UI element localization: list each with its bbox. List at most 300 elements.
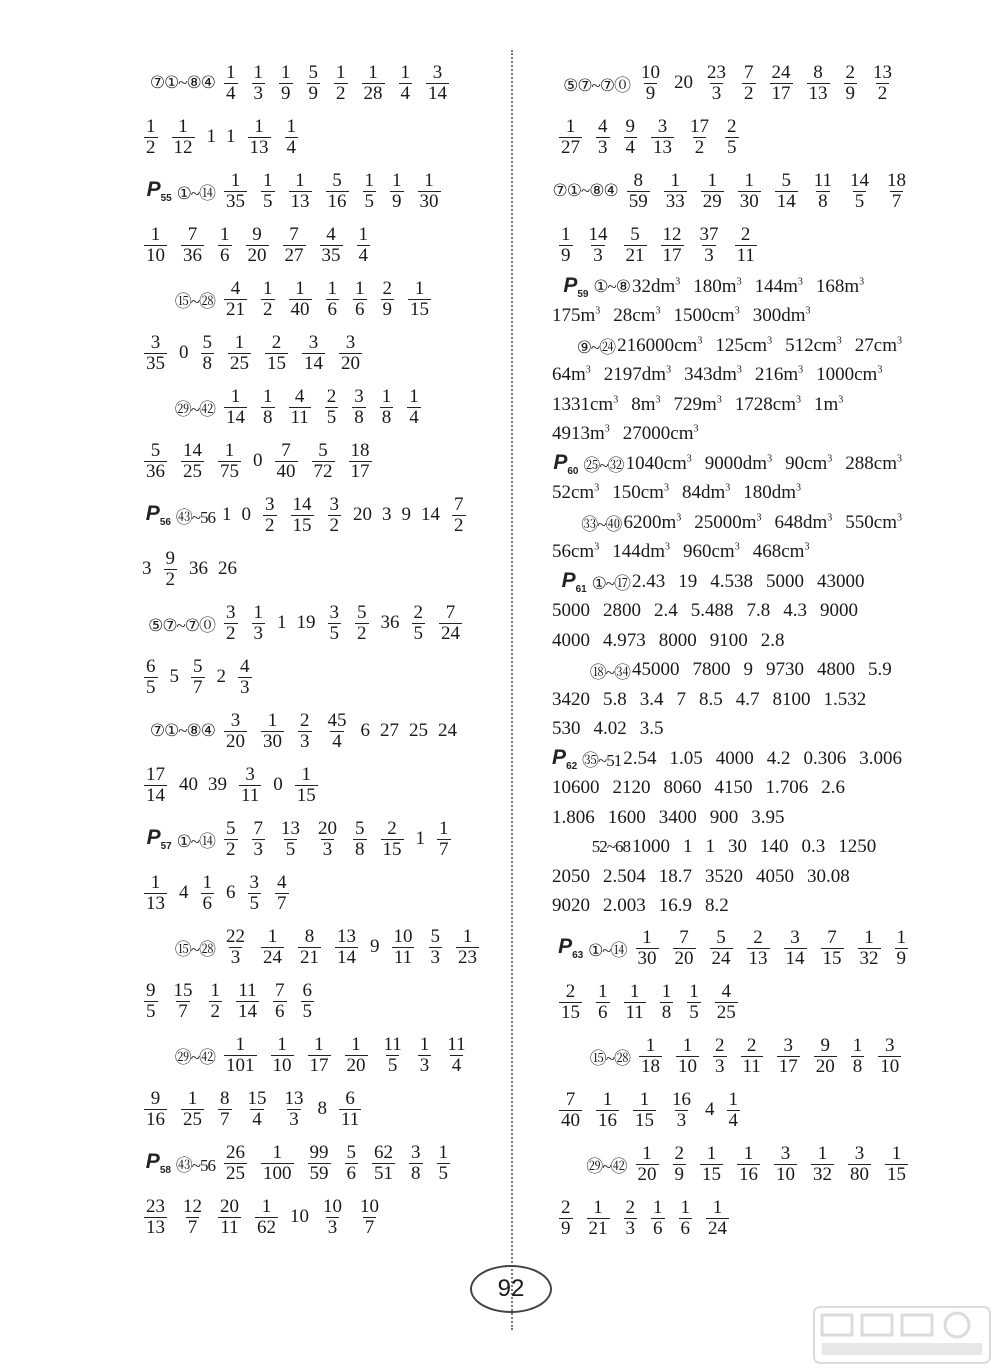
row-lead — [105, 826, 217, 852]
fraction-denominator: 17 — [771, 82, 791, 104]
fraction-denominator: 7 — [364, 1216, 375, 1238]
answer-value: 4800 — [817, 659, 855, 681]
text-answer-row — [520, 597, 915, 627]
column-divider — [511, 50, 513, 1330]
fraction-numerator: 2 — [625, 1196, 635, 1218]
answer-fraction — [302, 333, 325, 374]
fraction-denominator: 15 — [292, 514, 312, 536]
fraction-numerator: 2 — [845, 61, 855, 83]
answer-fraction — [700, 1144, 723, 1185]
cube-exponent: 3 — [613, 394, 619, 406]
fraction-numerator: 2 — [387, 817, 397, 839]
fraction-numerator: 45 — [327, 709, 347, 731]
answer-items — [552, 982, 745, 1023]
fraction-answer-row — [105, 1190, 500, 1244]
fraction-denominator: 9 — [281, 82, 291, 104]
right-bottom-fraction-block — [520, 921, 915, 1245]
answer-value: 9020 — [552, 895, 590, 917]
answer-integer: 40 — [179, 774, 198, 795]
answer-fraction — [596, 982, 610, 1023]
fraction-numerator: 1 — [598, 980, 608, 1002]
fraction-denominator: 2 — [265, 514, 275, 536]
fraction-denominator: 30 — [263, 730, 282, 752]
fraction-denominator: 17 — [778, 1055, 798, 1077]
answer-fraction — [353, 279, 367, 320]
answer-value: 530 — [552, 718, 581, 740]
answer-fraction — [358, 1197, 381, 1238]
answer-fraction — [429, 927, 443, 968]
answer-fraction — [676, 1036, 699, 1077]
fraction-numerator: 5 — [781, 169, 791, 191]
fraction-denominator: 6 — [355, 298, 365, 320]
fraction-denominator: 15 — [382, 838, 402, 860]
fraction-numerator: 23 — [707, 61, 726, 83]
question-range: ⑦①~⑧④ — [149, 721, 215, 740]
fraction-denominator: 21 — [588, 1217, 608, 1239]
cube-exponent: 3 — [663, 482, 669, 494]
text-answer-row — [520, 538, 915, 568]
answer-value: $648dm^3$ — [774, 511, 833, 533]
answer-integer: 6 — [360, 720, 370, 741]
cube-exponent: 3 — [767, 453, 773, 465]
row-lead — [520, 451, 626, 477]
answer-value: 8.5 — [699, 688, 723, 710]
fraction-answer-row — [105, 110, 500, 164]
answer-items — [137, 765, 325, 806]
fraction-numerator: 1 — [629, 980, 640, 1002]
fraction-denominator: 15 — [561, 1001, 580, 1023]
answer-fraction — [636, 1144, 659, 1185]
fraction-denominator: 20 — [226, 730, 245, 752]
answer-value: $125cm^3$ — [715, 334, 773, 356]
answer-value: 4150 — [714, 777, 753, 799]
page-badge: $P_{62}$ — [552, 745, 578, 772]
fraction-denominator: 2 — [210, 1000, 220, 1022]
row-lead — [105, 287, 217, 312]
answer-value: $144dm^3$ — [612, 541, 670, 563]
fraction-numerator: 4 — [326, 223, 336, 245]
fraction-denominator: 3 — [322, 838, 333, 860]
cube-exponent: 3 — [655, 305, 661, 317]
answer-integer: 0 — [253, 450, 263, 471]
row-lead — [520, 1152, 629, 1177]
fraction-denominator: 3 — [253, 622, 263, 644]
cube-exponent: 3 — [595, 305, 601, 317]
fraction-denominator: 8 — [354, 406, 364, 428]
cube-exponent: 3 — [767, 335, 773, 347]
answer-fraction — [673, 928, 696, 969]
row-lead — [520, 274, 632, 300]
fraction-denominator: 5 — [689, 1001, 699, 1023]
answer-fraction — [408, 279, 431, 320]
answer-items — [217, 171, 448, 212]
answer-fraction — [218, 1089, 232, 1130]
answer-fraction — [144, 765, 167, 806]
fraction-denominator: 9 — [561, 244, 571, 266]
text-answer-row — [520, 420, 915, 450]
fraction-numerator: 2 — [326, 385, 337, 407]
answer-fraction — [275, 441, 298, 482]
answer-value: 1.532 — [823, 688, 867, 710]
answer-fraction — [248, 117, 271, 158]
fraction-numerator: 17 — [146, 763, 165, 785]
answer-value: $64m^3$ — [552, 364, 591, 386]
fraction-answer-row — [105, 866, 500, 920]
fraction-numerator: 23 — [146, 1195, 165, 1217]
fraction-numerator: 1 — [852, 1034, 863, 1056]
fraction-denominator: 3 — [598, 136, 608, 158]
answer-items — [217, 387, 428, 428]
answer-fraction — [265, 333, 288, 374]
answer-items — [217, 279, 438, 320]
answer-value: $27cm^3$ — [854, 334, 902, 356]
fraction-numerator: 9 — [146, 979, 156, 1001]
fraction-numerator: 7 — [289, 223, 299, 245]
answer-value: $2197dm^3$ — [603, 364, 672, 386]
answer-fraction — [339, 333, 362, 374]
fraction-denominator: 9 — [308, 82, 318, 104]
fraction-answer-row — [520, 1029, 915, 1083]
answer-fraction — [409, 1143, 423, 1184]
fraction-denominator: 25 — [226, 1162, 245, 1184]
answer-fraction — [452, 495, 466, 536]
fraction-numerator: 5 — [308, 61, 318, 83]
answer-fraction — [624, 225, 647, 266]
fraction-denominator: 6 — [220, 244, 230, 266]
fraction-answer-row — [105, 218, 500, 272]
answer-fraction — [399, 63, 413, 104]
answer-items — [217, 927, 486, 968]
answer-value: $1m^3$ — [814, 393, 844, 415]
fraction-denominator: 3 — [419, 1054, 430, 1076]
answer-value: 9000 — [820, 600, 858, 622]
page-badge: $P_{57}$ — [146, 825, 172, 853]
fraction-denominator: 17 — [309, 1054, 329, 1076]
answer-value: 4.538 — [710, 570, 753, 592]
answer-fraction — [559, 1090, 582, 1131]
answer-value: 1.806 — [552, 806, 595, 828]
fraction-denominator: 8 — [381, 406, 392, 428]
answer-fraction — [144, 117, 158, 158]
fraction-denominator: 20 — [637, 1163, 657, 1185]
fraction-numerator: 4 — [277, 871, 287, 893]
fraction-denominator: 6 — [346, 1162, 356, 1184]
fraction-numerator: 5 — [332, 169, 342, 191]
cube-exponent: 3 — [804, 541, 810, 553]
fraction-numerator: 1 — [355, 277, 365, 299]
fraction-numerator: 1 — [295, 277, 305, 299]
answer-items — [217, 1035, 475, 1076]
answer-items — [629, 1144, 916, 1185]
page-badge-number: 57 — [160, 841, 172, 853]
answer-fraction — [784, 928, 807, 969]
answer-fraction — [295, 765, 318, 806]
text-answer-row — [520, 626, 915, 656]
fraction-denominator: 24 — [708, 1217, 727, 1239]
fraction-numerator: 3 — [411, 1141, 421, 1163]
answer-value: 4.2 — [766, 747, 791, 769]
answer-fraction — [263, 495, 277, 536]
answer-fraction — [775, 171, 798, 212]
answer-fraction — [209, 981, 223, 1022]
cube-exponent: 3 — [827, 512, 833, 524]
answer-fraction — [670, 1090, 693, 1131]
answer-value: 2050 — [552, 865, 590, 887]
fraction-numerator: 6 — [302, 979, 312, 1001]
answer-value: 30 — [728, 836, 747, 858]
answer-fraction — [456, 927, 479, 968]
fraction-denominator: 5 — [146, 1000, 156, 1022]
cube-exponent: 3 — [716, 394, 722, 406]
fraction-numerator: 3 — [432, 61, 443, 83]
fraction-denominator: 24 — [263, 946, 282, 968]
cube-exponent: 3 — [693, 423, 699, 435]
fraction-numerator: 1 — [561, 223, 571, 245]
answer-value: $9000dm^3$ — [704, 452, 773, 474]
question-range: ⑤⑦~⑦⓪ — [563, 75, 630, 95]
fraction-denominator: 2 — [357, 622, 367, 644]
answer-value: 4.3 — [783, 600, 807, 622]
answer-value: $90cm^3$ — [785, 452, 833, 474]
fraction-numerator: 16 — [672, 1088, 691, 1110]
fraction-numerator: 1 — [670, 169, 680, 191]
fraction-denominator: 2 — [694, 136, 705, 158]
fraction-denominator: 101 — [226, 1054, 255, 1076]
answer-items — [137, 549, 242, 590]
question-range: ㉙~㊷ — [174, 1047, 215, 1067]
fraction-numerator: 1 — [253, 601, 263, 623]
answer-fraction — [705, 63, 728, 104]
answer-fraction — [172, 981, 195, 1022]
answer-items — [217, 819, 458, 860]
fraction-denominator: 24 — [441, 622, 460, 644]
answer-integer: 8 — [317, 1098, 327, 1119]
fraction-numerator: 1 — [263, 277, 273, 299]
answer-value: $150cm^3$ — [612, 482, 669, 504]
fraction-numerator: 3 — [885, 1034, 895, 1056]
answer-fraction — [224, 171, 247, 212]
text-answer-row — [520, 803, 915, 833]
question-range: ㊸~56 — [175, 1155, 215, 1175]
row-lead — [520, 71, 632, 96]
answer-fraction — [688, 117, 711, 158]
answer-fraction — [307, 63, 321, 104]
answer-fraction — [236, 981, 259, 1022]
fraction-numerator: 1 — [230, 385, 241, 407]
fraction-denominator: 21 — [625, 244, 645, 266]
answer-fraction — [664, 171, 687, 212]
answer-integer: 4 — [179, 882, 189, 903]
fraction-denominator: 6 — [653, 1217, 663, 1239]
answer-fraction — [201, 333, 215, 374]
answer-value: 3.4 — [639, 688, 664, 710]
fraction-denominator: 35 — [146, 352, 165, 374]
cube-exponent: 3 — [796, 482, 801, 494]
fraction-answer-row — [105, 56, 500, 110]
fraction-denominator: 11 — [220, 1216, 239, 1238]
answer-fraction — [737, 1144, 760, 1185]
fraction-numerator: 1 — [639, 1088, 650, 1110]
fraction-numerator: 1 — [728, 1088, 738, 1110]
fraction-numerator: 1 — [351, 1033, 361, 1055]
fraction-denominator: 5 — [302, 1000, 312, 1022]
answer-value: $8m^3$ — [631, 393, 661, 415]
answer-fraction — [335, 927, 358, 968]
cube-exponent: 3 — [697, 335, 703, 347]
fraction-denominator: 7 — [187, 1216, 198, 1238]
page-badge-number: 55 — [160, 193, 172, 205]
fraction-denominator: 11 — [625, 1001, 644, 1023]
fraction-denominator: 75 — [220, 460, 239, 482]
answer-items — [552, 1090, 747, 1131]
fraction-denominator: 14 — [785, 947, 805, 969]
answer-fraction — [418, 1035, 432, 1076]
answer-fraction — [679, 1198, 693, 1239]
answer-fraction — [144, 333, 167, 374]
answer-value: 5000 — [766, 570, 804, 592]
question-range: ⑦①~⑧④ — [552, 181, 618, 200]
fraction-answer-row — [105, 1082, 500, 1136]
answer-fraction — [770, 63, 793, 104]
fraction-numerator: 1 — [187, 1087, 198, 1109]
row-lead — [105, 1150, 217, 1176]
fraction-numerator: 7 — [454, 493, 464, 515]
fraction-denominator: 5 — [285, 838, 296, 860]
answer-fraction — [848, 1144, 871, 1185]
answer-fraction — [224, 711, 247, 752]
fraction-answer-row — [520, 110, 915, 164]
answer-integer: 24 — [438, 720, 457, 741]
answer-integer: 2 — [216, 666, 226, 687]
fraction-numerator: 1 — [281, 61, 291, 83]
answer-fraction — [224, 819, 238, 860]
answer-value: $168m^3$ — [815, 275, 865, 297]
answer-fraction — [285, 117, 299, 158]
fraction-denominator: 2 — [226, 838, 236, 860]
fraction-numerator: 1 — [661, 980, 672, 1002]
fraction-numerator: 3 — [854, 1142, 865, 1164]
fraction-denominator: 5 — [326, 406, 337, 428]
answer-fraction — [715, 982, 738, 1023]
answer-items — [217, 495, 473, 536]
fraction-numerator: 14 — [588, 223, 608, 245]
fraction-denominator: 8 — [411, 1162, 421, 1184]
fraction-denominator: 20 — [346, 1054, 366, 1076]
fraction-numerator: 1 — [230, 169, 241, 191]
fraction-denominator: 16 — [327, 190, 347, 212]
question-range: ㉕~㉜ — [583, 456, 624, 476]
fraction-denominator: 9 — [392, 190, 402, 212]
answer-fraction — [164, 549, 178, 590]
answer-fraction — [144, 981, 158, 1022]
fraction-denominator: 18 — [641, 1055, 660, 1077]
fraction-numerator: 1 — [439, 817, 449, 839]
answer-integer: 19 — [296, 612, 316, 633]
cube-exponent: 3 — [877, 364, 883, 376]
fraction-numerator: 1 — [419, 1033, 430, 1055]
text-answer-row — [520, 272, 915, 302]
answer-value: $6200m^3$ — [623, 511, 682, 533]
page-badge-number: 56 — [159, 517, 171, 529]
answer-items — [217, 63, 456, 104]
fraction-numerator: 8 — [813, 61, 823, 83]
answer-value: 4.02 — [593, 718, 627, 740]
fraction-answer-row — [105, 542, 500, 596]
answer-value: 1 — [705, 836, 715, 858]
answer-fraction — [382, 1035, 404, 1076]
answer-fraction — [437, 819, 451, 860]
fraction-denominator: 59 — [309, 1162, 329, 1184]
fraction-numerator: 2 — [382, 277, 392, 299]
fraction-denominator: 4 — [286, 136, 296, 158]
answer-value: 5.488 — [690, 600, 734, 622]
answer-fraction — [355, 603, 369, 644]
left-answer-column — [105, 56, 500, 1244]
answer-value: 5.9 — [868, 659, 892, 681]
answer-fraction — [201, 873, 215, 914]
fraction-numerator: 18 — [350, 439, 370, 461]
row-lead — [520, 510, 623, 535]
fraction-denominator: 59 — [628, 190, 648, 212]
answer-fraction — [624, 1198, 638, 1239]
answer-integer: 3 — [382, 504, 392, 525]
answer-fraction — [587, 225, 610, 266]
answer-value: $1500cm^3$ — [673, 305, 740, 327]
cube-exponent: 3 — [686, 453, 692, 465]
answer-fraction — [735, 225, 757, 266]
fraction-denominator: 62 — [257, 1216, 276, 1238]
answer-value: 2120 — [612, 777, 651, 799]
right-top-fraction-block — [520, 56, 915, 272]
answer-fraction — [144, 441, 167, 482]
fraction-numerator: 22 — [226, 925, 245, 947]
fraction-denominator: 2 — [329, 514, 339, 536]
fraction-numerator: 7 — [744, 61, 754, 83]
page-badge-number: 60 — [567, 465, 579, 477]
answer-fraction — [559, 1198, 573, 1239]
fraction-numerator: 3 — [780, 1142, 791, 1164]
page-badge: $P_{55}$ — [146, 177, 172, 205]
fraction-answer-row — [105, 272, 500, 326]
fraction-denominator: 3 — [676, 1109, 687, 1131]
answer-integer: 9 — [401, 504, 411, 525]
fraction-denominator: 23 — [458, 946, 477, 968]
fraction-numerator: 15 — [247, 1087, 267, 1109]
answer-value: 4.7 — [735, 688, 760, 710]
answer-fraction — [559, 982, 582, 1023]
cube-exponent: 3 — [676, 512, 682, 524]
fraction-denominator: 13 — [146, 892, 165, 914]
answer-value: $144m^3$ — [754, 275, 803, 297]
fraction-denominator: 6 — [598, 1001, 608, 1023]
fraction-denominator: 9 — [382, 298, 392, 320]
answer-fraction — [777, 1036, 800, 1077]
fraction-numerator: 26 — [226, 1141, 245, 1163]
question-range: ①~⑧ — [593, 276, 630, 296]
page-badge: $P_{56}$ — [145, 501, 171, 529]
fraction-numerator: 11 — [238, 979, 257, 1001]
answer-value: $180dm^3$ — [743, 482, 801, 504]
answer-value: 9730 — [766, 659, 804, 681]
fraction-denominator: 11 — [393, 946, 413, 968]
answer-value: $343dm^3$ — [684, 364, 742, 386]
answer-fraction — [871, 63, 894, 104]
answer-integer: 20 — [353, 504, 372, 525]
answer-fraction — [279, 819, 302, 860]
fraction-denominator: 4 — [332, 730, 342, 752]
fraction-numerator: 9 — [150, 1087, 161, 1109]
fraction-denominator: 25 — [716, 1001, 736, 1023]
